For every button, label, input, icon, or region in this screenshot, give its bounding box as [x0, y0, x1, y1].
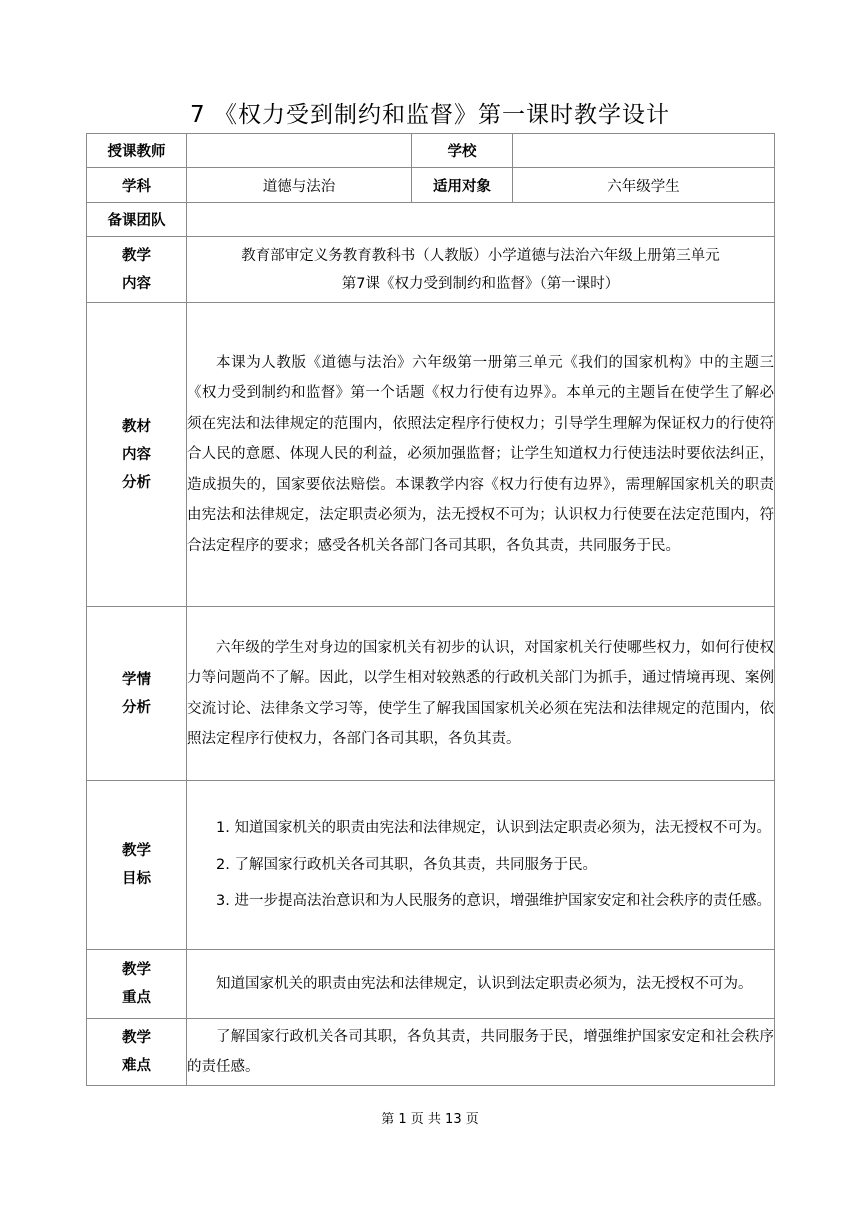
goals-label-line-1: 教学 — [122, 843, 151, 859]
material-label-line-1: 教材 — [122, 418, 151, 435]
material-label-line-2: 内容 — [122, 446, 151, 463]
key-points-label — [87, 950, 187, 1019]
content-row — [87, 237, 775, 303]
students-row — [87, 607, 775, 781]
goals-label — [87, 781, 187, 950]
material-label-line-3: 分析 — [122, 474, 151, 491]
students-label — [87, 607, 187, 781]
lesson-plan-table — [86, 133, 775, 1086]
difficulties-text: 了解国家行政机关各司其职，各负其责，共同服务于民，增强维护国家安定和社会秩序的责任感。 — [187, 1028, 774, 1075]
goal-item-2: 2. 了解国家行政机关各司其职，各负其责，共同服务于民。 — [216, 856, 597, 873]
difficulties-text-cell — [187, 1019, 775, 1086]
subject-value: 道德与法治 — [187, 168, 412, 203]
goal-item-1: 1. 知道国家机关的职责由宪法和法律规定，认识到法定职责必须为，法无授权不可为。 — [216, 820, 771, 837]
students-label-line-1: 学情 — [122, 671, 151, 688]
key-points-text: 知道国家机关的职责由宪法和法律规定，认识到法定职责必须为，法无授权不可为。 — [216, 975, 753, 992]
material-text: 本课为人教版《道德与法治》六年级第一册第三单元《我们的国家机构》中的主题三《权力受到制约和监督》第一个话题《权力行使有边界》。本单元的主题旨在使学生了解必须在宪法和法律规定的范围内，依照法定程序行使权力；引导学生理解为保证权力的行使符合人民的意愿、体现人民的利益，必须加强监督；让学生知道权力行使违法时要依法纠正，造成损失的，国家要依法赔偿。本课教学内容《权力行使有边界》，需理解国家机关的职责由宪法和法律规定，法定职责必须为，法无授权不可为；认识权力行使要在法定范围内，符合法定程序的要求；感受各机关各部门各司其职，各负其责，共同服务于民。 — [187, 354, 774, 554]
key-points-label-line-1: 教学 — [122, 962, 151, 978]
material-label — [87, 303, 187, 607]
school-value — [513, 134, 775, 168]
content-label-line-2: 内容 — [122, 275, 151, 292]
students-text-cell — [187, 607, 775, 781]
difficulties-label-line-1: 教学 — [122, 1030, 151, 1046]
teacher-label: 授课教师 — [87, 134, 187, 168]
goal-item-3: 3. 进一步提高法治意识和为人民服务的意识，增强维护国家安定和社会秩序的责任感。 — [216, 893, 771, 910]
difficulties-label — [87, 1019, 187, 1086]
content-line-1: 教育部审定义务教育教科书（人教版）小学道德与法治六年级上册第三单元 — [241, 247, 720, 264]
difficulties-row — [87, 1019, 775, 1086]
material-row — [87, 303, 775, 607]
school-label: 学校 — [412, 134, 513, 168]
audience-value: 六年级学生 — [513, 168, 775, 203]
goals-row — [87, 781, 775, 950]
content-text — [187, 237, 775, 303]
teacher-value — [187, 134, 412, 168]
students-label-line-2: 分析 — [122, 699, 151, 716]
page-title: 7 《权力受到制约和监督》第一课时教学设计 — [190, 102, 670, 128]
team-value — [187, 203, 775, 237]
key-points-text-cell — [187, 950, 775, 1019]
audience-label: 适用对象 — [412, 168, 513, 203]
material-text-cell — [187, 303, 775, 607]
goals-text-cell — [187, 781, 775, 950]
key-points-label-line-2: 重点 — [122, 990, 151, 1006]
team-row — [87, 203, 775, 237]
difficulties-label-line-2: 难点 — [122, 1058, 151, 1074]
content-label-line-1: 教学 — [122, 247, 151, 264]
subject-label: 学科 — [87, 168, 187, 203]
content-line-2: 第7课《权力受到制约和监督》（第一课时） — [341, 275, 620, 292]
page-footer: 第 1 页 共 13 页 — [381, 1112, 479, 1127]
goals-label-line-2: 目标 — [122, 871, 151, 887]
students-text: 六年级的学生对身边的国家机关有初步的认识，对国家机关行使哪些权力，如何行使权力等问题尚不了解。因此，以学生相对较熟悉的行政机关部门为抓手，通过情境再现、案例交流讨论、法律条文学习等，使学生了解我国国家机关必须在宪法和法律规定的范围内，依照法定程序行使权力，各部门各司其职，各负其责。 — [187, 639, 774, 747]
subject-audience-row — [87, 168, 775, 203]
content-label — [87, 237, 187, 303]
team-label: 备课团队 — [87, 203, 187, 237]
teacher-school-row — [87, 134, 775, 168]
key-points-row — [87, 950, 775, 1019]
